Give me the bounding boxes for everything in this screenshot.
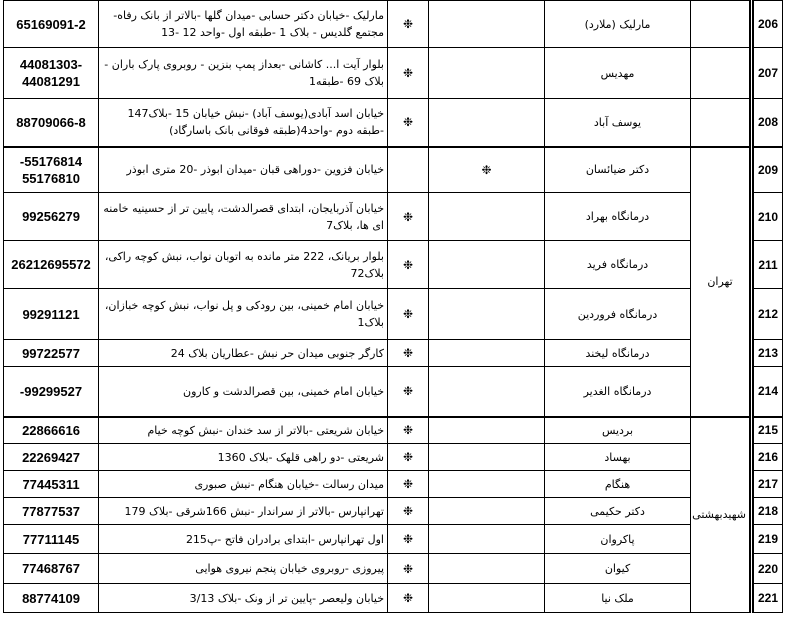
table-row	[4, 554, 783, 584]
empty-cell	[429, 99, 545, 147]
phone-cell: 22269427	[4, 444, 99, 471]
table-row	[4, 1, 783, 48]
row-number: 217	[752, 471, 783, 498]
center-name-cell: بردیس	[545, 417, 691, 444]
address-cell: مارلیک -خیابان دکتر حسابی -میدان گلها -بالاتر از بانک رفاه-مجتمع گلدیس - بلاک 1 -طبقه اول -واحد 12 -13	[99, 1, 388, 48]
table-row	[4, 241, 783, 289]
table-row	[4, 498, 783, 525]
table-row	[4, 193, 783, 241]
center-name-cell: پاکروان	[545, 525, 691, 554]
empty-cell	[429, 289, 545, 340]
row-number: 211	[752, 241, 783, 289]
mark-icon: ❉	[388, 471, 429, 498]
phone-cell: 99256279	[4, 193, 99, 241]
row-number: 220	[752, 554, 783, 584]
phone-cell: 99722577	[4, 340, 99, 367]
empty-cell	[429, 1, 545, 48]
mark-icon: ❉	[388, 584, 429, 613]
row-number: 215	[752, 417, 783, 444]
table-row	[4, 367, 783, 417]
center-name-cell: بهساد	[545, 444, 691, 471]
phone-cell: 88774109	[4, 584, 99, 613]
mark-icon: ❉	[388, 498, 429, 525]
address-cell: خیابان ولیعصر -پایین تر از ونک -بلاک 3/13	[99, 584, 388, 613]
address-cell: خیابان آذربایجان، ابتدای قصرالدشت، پایین تر از حسینیه خامنه ای ها، بلاک7	[99, 193, 388, 241]
empty-cell	[429, 367, 545, 417]
address-cell: اول تهرانپارس -ابتدای برادران فاتح -پ215	[99, 525, 388, 554]
region-cell	[691, 1, 752, 48]
table-row	[4, 444, 783, 471]
address-cell: پیروزی -روبروی خیابان پنجم نیروی هوایی	[99, 554, 388, 584]
center-name-cell: درمانگاه بهراد	[545, 193, 691, 241]
phone-cell: 88709066-8	[4, 99, 99, 147]
row-number: 212	[752, 289, 783, 340]
mark-icon: ❉	[388, 340, 429, 367]
mark-icon: ❉	[388, 417, 429, 444]
center-name-cell: درمانگاه فرید	[545, 241, 691, 289]
empty-cell	[429, 340, 545, 367]
row-number: 207	[752, 48, 783, 99]
table-row	[4, 417, 783, 444]
mark-icon: ❉	[388, 241, 429, 289]
table-row	[4, 584, 783, 613]
address-cell: خیابان اسد آبادی(یوسف آباد) -نبش خیابان 15 -بلاک147 -طبقه دوم -واحد4(طبقه فوقانی بانک باسارگاد)	[99, 99, 388, 147]
row-number: 218	[752, 498, 783, 525]
address-cell: کارگر جنوبی میدان حر نبش -عطاریان بلاک 24	[99, 340, 388, 367]
address-cell: خیابان امام خمینی، بین رودکی و پل نواب، نبش کوچه خبازان، بلاک1	[99, 289, 388, 340]
empty-cell	[429, 417, 545, 444]
row-number: 209	[752, 147, 783, 193]
empty-cell	[429, 444, 545, 471]
phone-cell: 77877537	[4, 498, 99, 525]
mark-icon: ❉	[388, 193, 429, 241]
phone-cell: 26212695572	[4, 241, 99, 289]
phone-cell: -99299527	[4, 367, 99, 417]
center-name-cell: هنگام	[545, 471, 691, 498]
center-name-cell: ملک نیا	[545, 584, 691, 613]
empty-cell	[429, 584, 545, 613]
center-name-cell: کیوان	[545, 554, 691, 584]
empty-cell	[429, 525, 545, 554]
center-name-cell: درمانگاه فروردین	[545, 289, 691, 340]
mark-icon: ❉	[388, 1, 429, 48]
row-number: 208	[752, 99, 783, 147]
address-cell: خیابان امام خمینی، بین قصرالدشت و کارون	[99, 367, 388, 417]
address-cell: خیابان فزوین -دوراهی قبان -میدان ابوذر -20 متری ابوذر	[99, 147, 388, 193]
phone-cell: -55176814 55176810	[4, 147, 99, 193]
empty-cell	[429, 48, 545, 99]
mark-icon: ❉	[388, 554, 429, 584]
empty-cell	[429, 498, 545, 525]
phone-cell: 44081303-44081291	[4, 48, 99, 99]
region-tehran: تهران	[691, 147, 752, 417]
address-cell: خیابان شریعتی -بالاتر از سد خندان -نبش کوچه خیام	[99, 417, 388, 444]
empty-cell	[429, 241, 545, 289]
address-cell: تهرانپارس -بالاتر از سراندار -نبش 166شرقی -بلاک 179	[99, 498, 388, 525]
address-cell: میدان رسالت -خیابان هنگام -نبش صبوری	[99, 471, 388, 498]
row-number: 214	[752, 367, 783, 417]
table-row	[4, 471, 783, 498]
phone-cell: 77711145	[4, 525, 99, 554]
center-name-cell: دکتر حکیمی	[545, 498, 691, 525]
row-number: 210	[752, 193, 783, 241]
table-row	[4, 99, 783, 147]
table-row	[4, 289, 783, 340]
mark-icon: ❉	[388, 48, 429, 99]
region-shahid-beheshti: شهیدبهشتی	[691, 417, 752, 613]
row-number: 213	[752, 340, 783, 367]
row-number: 221	[752, 584, 783, 613]
region-cell	[691, 48, 752, 99]
empty-cell	[429, 193, 545, 241]
center-name-cell: یوسف آباد	[545, 99, 691, 147]
clinics-table	[3, 0, 783, 613]
center-name-cell: مارلیک (ملارد)	[545, 1, 691, 48]
row-number: 206	[752, 1, 783, 48]
center-name-cell: درمانگاه الغدیر	[545, 367, 691, 417]
mark-icon: ❉	[388, 289, 429, 340]
mark-icon: ❉	[388, 525, 429, 554]
center-name-cell: درمانگاه لیخند	[545, 340, 691, 367]
address-cell: بلوار آیت ا... کاشانی -بعداز پمپ بنزین - روبروی پارک باران - بلاک 69 -طبقه1	[99, 48, 388, 99]
phone-cell: 22866616	[4, 417, 99, 444]
table-row	[4, 340, 783, 367]
empty-cell	[429, 471, 545, 498]
empty-cell	[429, 554, 545, 584]
phone-cell: 99291121	[4, 289, 99, 340]
address-cell: شریعتی -دو راهی قلهک -بلاک 1360	[99, 444, 388, 471]
row-number: 219	[752, 525, 783, 554]
table-row	[4, 525, 783, 554]
region-cell	[691, 99, 752, 147]
mark-icon: ❉	[388, 99, 429, 147]
mark-icon: ❉	[388, 444, 429, 471]
empty-cell	[388, 147, 429, 193]
row-number: 216	[752, 444, 783, 471]
phone-cell: 77468767	[4, 554, 99, 584]
address-cell: بلوار بریانک، 222 متر مانده به اتوبان نواب، نبش کوچه راکی، بلاک72	[99, 241, 388, 289]
mark-icon: ❉	[388, 367, 429, 417]
center-name-cell: دکتر ضیائسان	[545, 147, 691, 193]
center-name-cell: مهدیس	[545, 48, 691, 99]
phone-cell: 77445311	[4, 471, 99, 498]
mark-icon: ❉	[429, 147, 545, 193]
table-row	[4, 48, 783, 99]
phone-cell: 65169091-2	[4, 1, 99, 48]
table-row	[4, 147, 783, 193]
